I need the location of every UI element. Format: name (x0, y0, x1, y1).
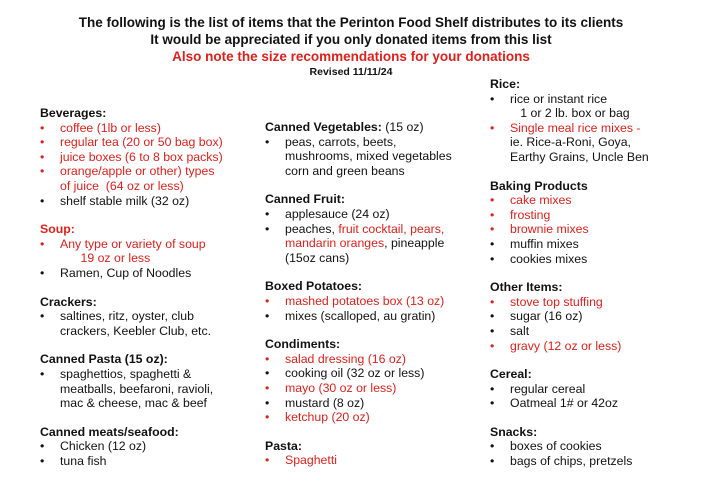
list-item: • saltines, ritz, oyster, club crackers, Keebler Club, etc. (40, 309, 260, 338)
section-cereal (490, 367, 700, 411)
column-right (490, 77, 700, 483)
section-title-text: Canned Vegetables: (265, 120, 382, 134)
section-title (40, 295, 260, 310)
section-title (40, 106, 260, 121)
section-title-text: Canned Fruit: (265, 192, 345, 207)
section-canned-vegetables (265, 120, 485, 178)
section-title-text: Crackers: (40, 294, 97, 309)
header-intro-line: The following is the list of items that the Perinton Food Shelf distributes to its clients (78, 15, 624, 30)
item-list (490, 382, 700, 411)
section-canned-fruit (265, 192, 485, 265)
section-snacks (490, 425, 700, 469)
section-other-items (490, 280, 700, 353)
list-item: • Chicken (12 oz) (40, 439, 260, 454)
item-list (40, 121, 260, 209)
item-text-part: fruit cocktail, pears, (338, 221, 445, 236)
section-size-note: (15 oz) (381, 120, 424, 134)
list-item: • Ramen, Cup of Noodles (40, 266, 260, 281)
section-title-text: Beverages: (40, 106, 107, 120)
list-item (265, 222, 485, 266)
list-item: • juice boxes (6 to 8 box packs) (40, 150, 260, 165)
item-list (490, 193, 700, 266)
list-item: • peas, carrots, beets, mushrooms, mixed vegetables corn and green beans (265, 135, 485, 179)
column-left (40, 106, 260, 482)
list-item: • coffee (1lb or less) (40, 121, 260, 136)
section-title-text: Boxed Potatoes: (265, 279, 363, 294)
section-beverages (40, 106, 260, 208)
section-title-text: Canned meats/seafood: (40, 424, 179, 439)
list-item: • ketchup (20 oz) (265, 410, 485, 425)
list-item: • cake mixes (490, 193, 700, 208)
section-title-text: Condiments: (265, 337, 341, 352)
section-title (490, 179, 700, 194)
section-title (40, 425, 260, 440)
column-middle (265, 120, 485, 482)
list-item: • Any type or variety of soup 19 oz or less (40, 237, 260, 266)
section-title-text: Pasta: (265, 438, 302, 453)
item-list (265, 207, 485, 265)
list-item: • mixes (scalloped, au gratin) (265, 309, 485, 324)
item-text-part: mandarin oranges (285, 236, 385, 251)
header-request-line: It would be appreciated if you only donated items from this list (150, 32, 552, 47)
list-item: • regular cereal (490, 382, 700, 397)
section-title (265, 279, 485, 294)
section-title-text: Other Items: (490, 280, 563, 295)
section-title (265, 337, 485, 352)
item-list (265, 352, 485, 425)
list-item: • mustard (8 oz) (265, 396, 485, 411)
list-item: • salt (490, 324, 700, 339)
section-title-text: Snacks: (490, 424, 538, 439)
list-item: • cooking oil (32 oz or less) (265, 366, 485, 381)
list-item: ie. Rice-a-Roni, Goya, Earthy Grains, Uncle Ben (510, 135, 649, 164)
section-title-text: Cereal: (490, 367, 532, 382)
item-list (40, 367, 260, 411)
item-list (265, 135, 485, 179)
page-header (0, 14, 702, 79)
list-item: • Oatmeal 1# or 42oz (490, 396, 700, 411)
item-list (265, 294, 485, 323)
list-item: • mayo (30 oz or less) (265, 381, 485, 396)
section-soup (40, 222, 260, 280)
list-item: • mashed potatoes box (13 oz) (265, 294, 485, 309)
item-list (265, 453, 485, 468)
header-size-note: Also note the size recommendations for your donations (172, 49, 530, 64)
list-item: • muffin mixes (490, 237, 700, 252)
section-rice (490, 77, 700, 165)
item-list (40, 237, 260, 281)
list-item: • Spaghetti (265, 453, 485, 468)
item-list (40, 439, 260, 468)
section-title-text: Soup: (40, 222, 75, 237)
item-text-part: , pineapple (15oz cans) (285, 236, 445, 265)
section-boxed-potatoes (265, 279, 485, 323)
section-canned-pasta (40, 352, 260, 410)
list-item: • rice or instant rice 1 or 2 lb. box or bag (490, 92, 700, 121)
section-title-text: Baking Products (490, 178, 588, 193)
item-list (40, 309, 260, 338)
list-item: • boxes of cookies (490, 439, 700, 454)
section-title (265, 439, 485, 454)
section-title (40, 352, 260, 367)
list-item: • stove top stuffing (490, 295, 700, 310)
list-item: • brownie mixes (490, 222, 700, 237)
list-item: • gravy (12 oz or less) (490, 339, 700, 354)
list-item: • sugar (16 oz) (490, 309, 700, 324)
list-item: • shelf stable milk (32 oz) (40, 194, 260, 209)
section-title-text: Canned Pasta (15 oz): (40, 352, 168, 367)
list-item: • Single meal rice mixes - (490, 121, 700, 136)
section-title-text: Rice: (490, 77, 521, 91)
list-item: • applesauce (24 oz) (265, 207, 485, 222)
section-title (490, 77, 700, 92)
section-crackers (40, 295, 260, 339)
section-title (40, 222, 260, 237)
item-list (490, 439, 700, 468)
list-item: • regular tea (20 or 50 bag box) (40, 135, 260, 150)
list-item: • frosting (490, 208, 700, 223)
list-item: • tuna fish (40, 454, 260, 469)
section-title (265, 192, 485, 207)
section-condiments (265, 337, 485, 425)
section-title (490, 280, 700, 295)
item-text-part: peaches, (285, 221, 339, 236)
section-title (490, 425, 700, 440)
section-title (490, 367, 700, 382)
section-title (265, 120, 485, 135)
list-item: • orange/apple or other) types of juice (64 oz or less) (40, 164, 260, 193)
section-pasta (265, 439, 485, 468)
item-list (490, 92, 700, 165)
list-item: • cookies mixes (490, 252, 700, 267)
section-baking-products (490, 179, 700, 267)
list-item: • salad dressing (16 oz) (265, 352, 485, 367)
list-item: • bags of chips, pretzels (490, 454, 700, 469)
list-item: • spaghettios, spaghetti & meatballs, beefaroni, ravioli, mac & cheese, mac & beef (40, 367, 260, 411)
revised-date: Revised 11/11/24 (309, 66, 393, 78)
item-list (490, 295, 700, 353)
